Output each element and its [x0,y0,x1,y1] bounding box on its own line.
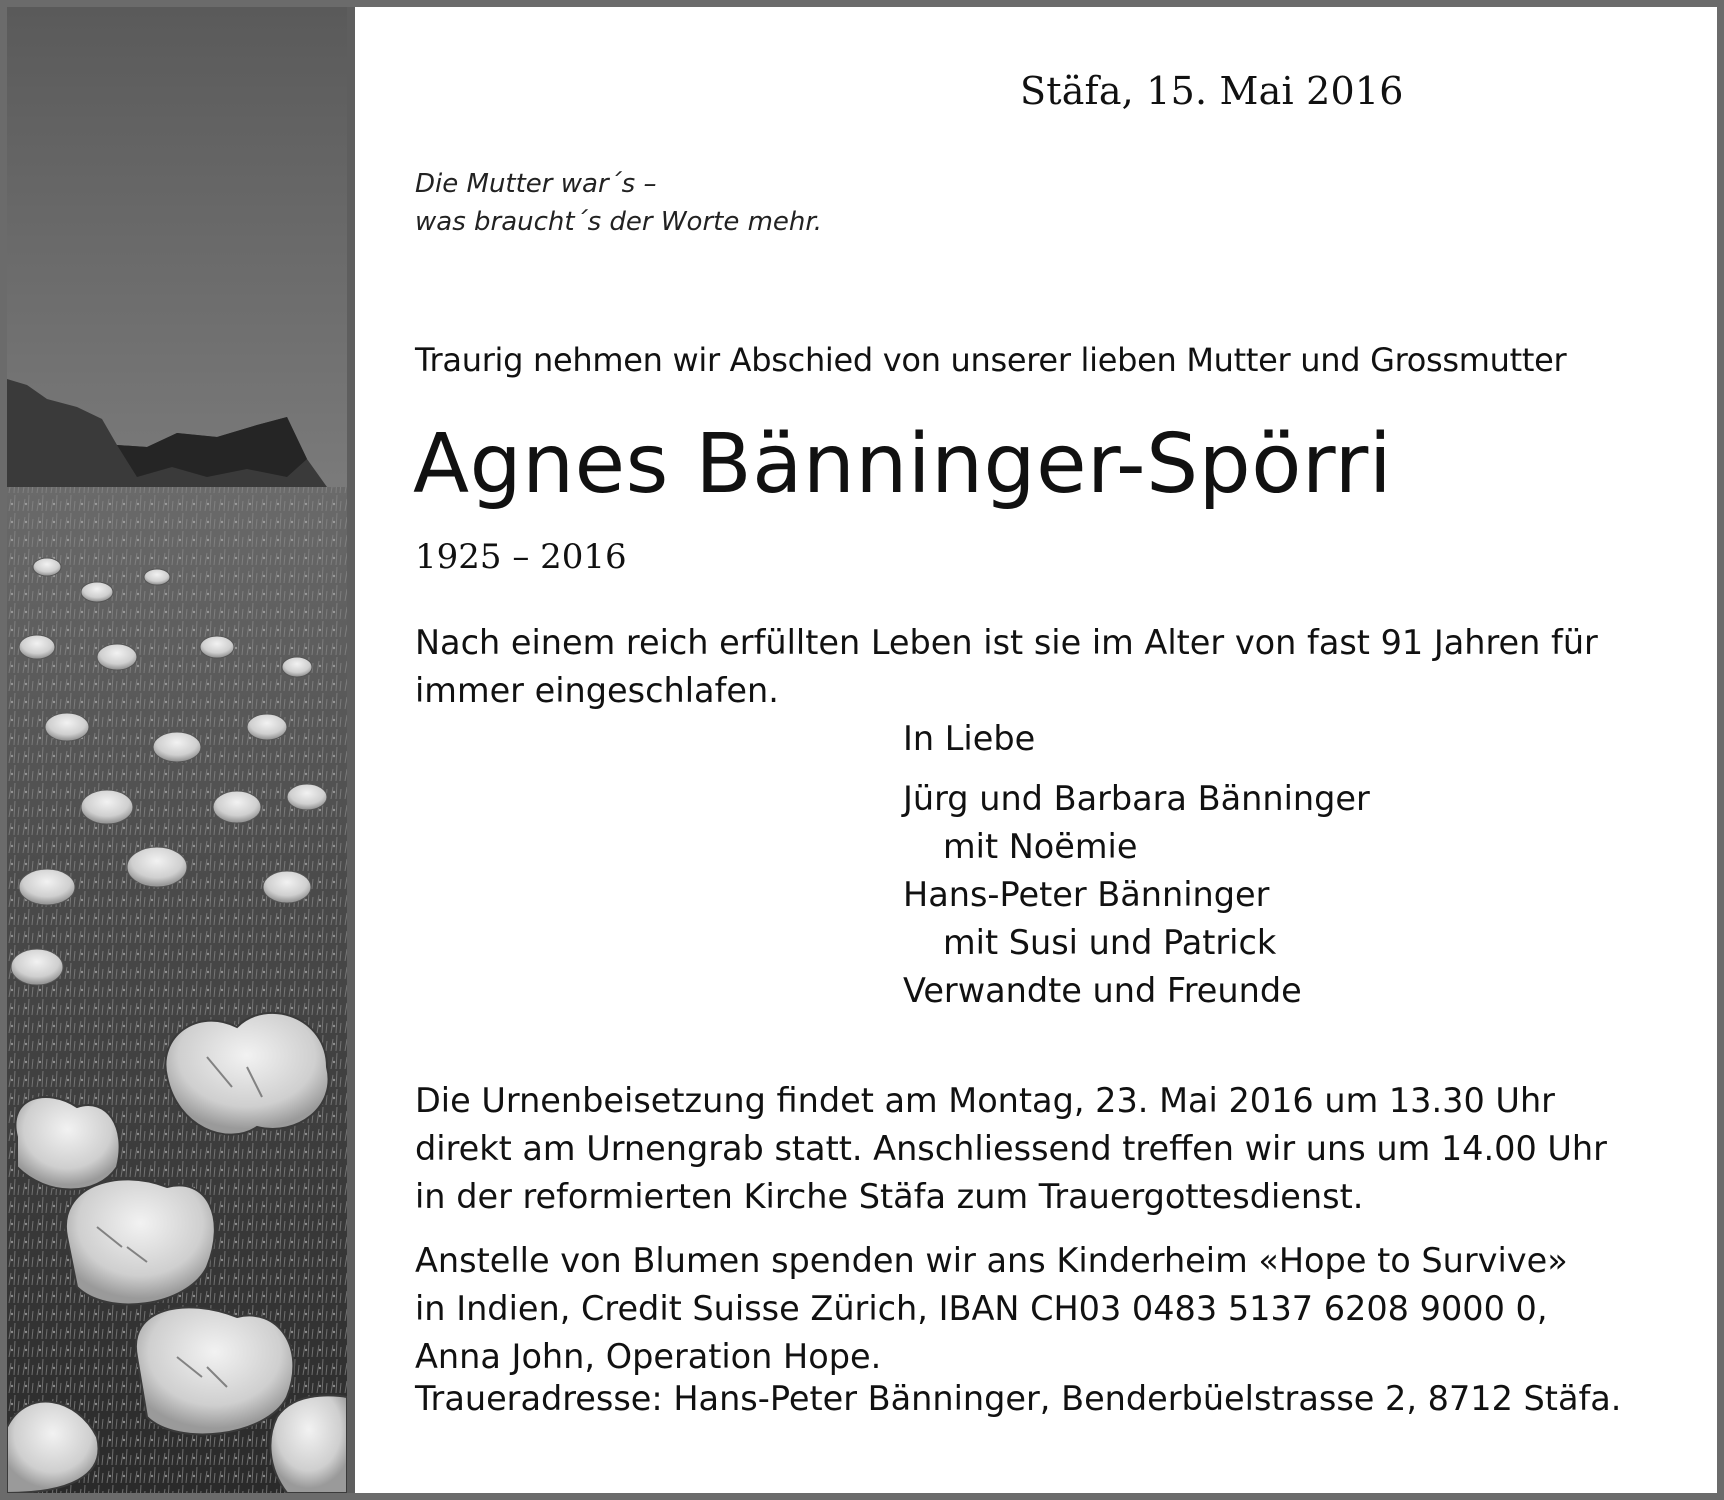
text-line: in Indien, Credit Suisse Zürich, IBAN CH03 0483 5137 6208 9000 0, [415,1289,1548,1328]
poppy-field-photo [7,7,347,1493]
motto-line: Die Mutter war´s – [415,169,657,199]
motto-line: was braucht´s der Worte mehr. [415,207,822,237]
life-years: 1925 – 2016 [415,537,627,577]
mourner-name: mit Susi und Patrick [943,923,1277,962]
mourner-name: Jürg und Barbara Bänninger [903,779,1370,818]
place-date: Stäfa, 15. Mai 2016 [1020,69,1404,113]
text-line: immer eingeschlafen. [415,671,779,710]
text-line: Anstelle von Blumen spenden wir ans Kinderheim «Hope to Survive» [415,1241,1568,1280]
mourner-name: Verwandte und Freunde [903,971,1302,1010]
text-line: in der reformierten Kirche Stäfa zum Trauergottesdienst. [415,1177,1364,1216]
donation-paragraph [415,1237,1715,1381]
life-paragraph [415,619,1715,715]
address-paragraph: Traueradresse: Hans-Peter Bänninger, Benderbüelstrasse 2, 8712 Stäfa. [415,1379,1622,1418]
text-line: Nach einem reich erfüllten Leben ist sie im Alter von fast 91 Jahren für [415,623,1598,662]
mourners-greeting: In Liebe [903,719,1036,758]
burial-paragraph [415,1077,1715,1221]
mourner-name: Hans-Peter Bänninger [903,875,1270,914]
text-line: Anna John, Operation Hope. [415,1337,882,1376]
mourner-name: mit Noëmie [943,827,1138,866]
text-line: direkt am Urnengrab statt. Anschliessend treffen wir uns um 14.00 Uhr [415,1129,1607,1168]
deceased-name: Agnes Bänninger-Spörri [413,417,1393,512]
intro-text: Traurig nehmen wir Abschied von unserer lieben Mutter und Grossmutter [415,341,1567,379]
notice-content [355,7,1717,1493]
motto [415,165,822,241]
mourners-list [903,715,1370,1015]
photo-divider [347,7,355,1493]
text-line: Die Urnenbeisetzung findet am Montag, 23. Mai 2016 um 13.30 Uhr [415,1081,1555,1120]
